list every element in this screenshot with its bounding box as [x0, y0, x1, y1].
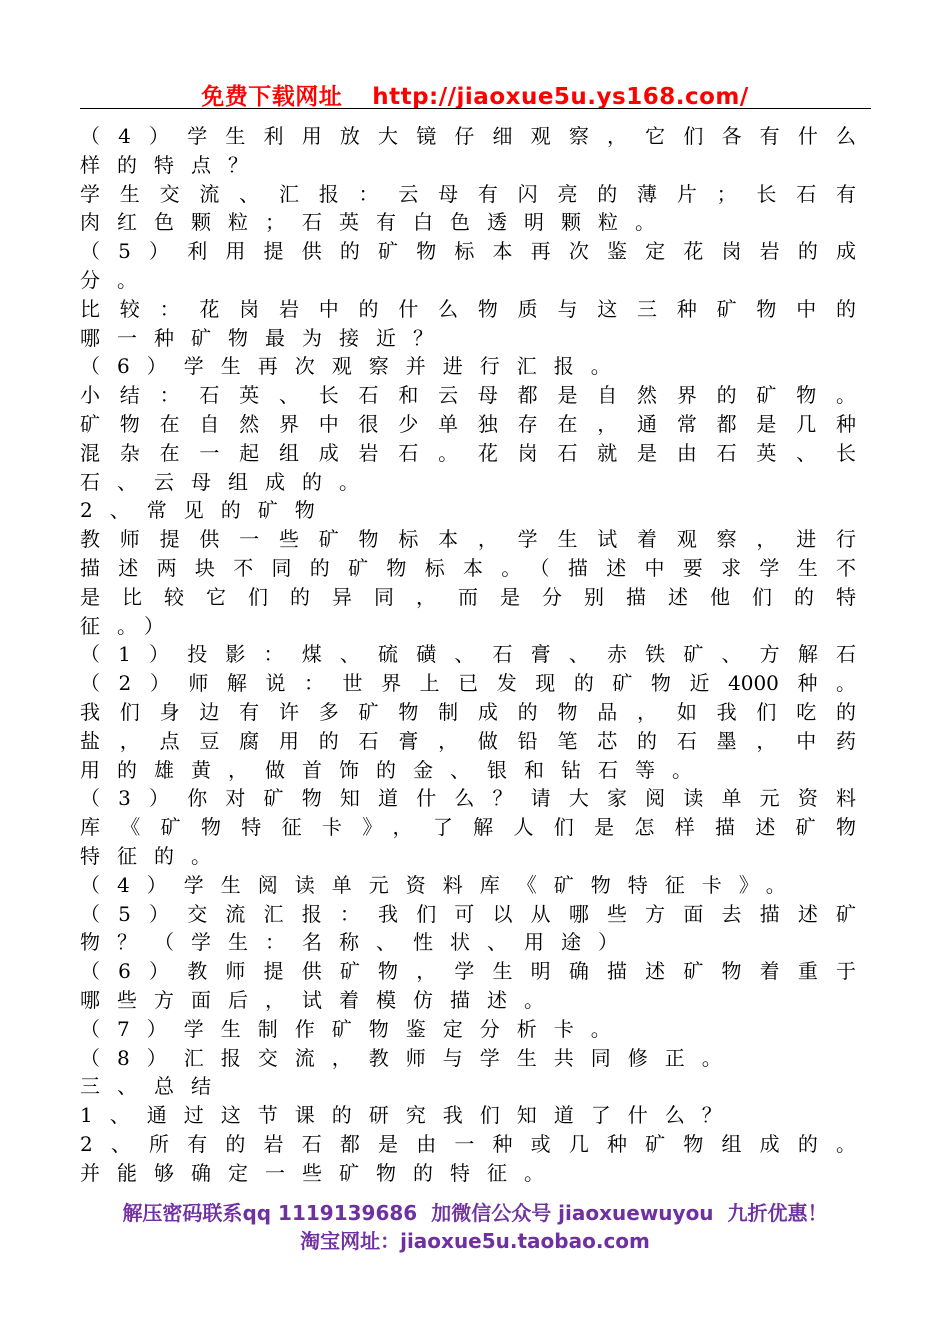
text-line: 用的雄黄，做首饰的金、银和钻石等。 — [80, 757, 709, 782]
text-line: 2、所有的岩石都是由一种或几种矿物组成的。 — [80, 1131, 856, 1156]
text-line: （7）学生制作矿物鉴定分析卡。 — [80, 1016, 628, 1041]
text-line: （5）交流汇报：我们可以从哪些方面去描述矿 — [80, 901, 856, 926]
text-line: （8）汇报交流，教师与学生共同修正。 — [80, 1045, 739, 1070]
header-label: 免费下载网址 — [201, 84, 343, 110]
text-line: 是比较它们的异同，而是分别描述他们的特 — [80, 584, 856, 609]
text-line: （2）师解说：世界上已发现的矿物近4000种。 — [80, 671, 856, 696]
footer-taobao-line — [0, 1225, 950, 1254]
text-line: 肉红色颗粒；石英有白色透明颗粒。 — [80, 210, 672, 235]
text-line: 分。 — [80, 267, 154, 292]
footer-taobao-link[interactable]: 淘宝网址：jiaoxue5u.taobao.com — [300, 1229, 650, 1253]
text-line: 描述两块不同的矿物标本。（描述中要求学生不 — [80, 555, 856, 580]
text-line: 哪些方面后，试着模仿描述。 — [80, 987, 561, 1012]
text-line: 我们身边有许多矿物制成的物品，如我们吃的 — [80, 699, 856, 724]
text-line: （1）投影：煤、硫磺、石膏、赤铁矿、方解石 — [80, 642, 856, 667]
footer-wechat: 加微信公众号 jiaoxuewuyou — [431, 1201, 714, 1225]
header-url-link[interactable]: http://jiaoxue5u.ys168.com/ — [372, 84, 749, 110]
text-line: （4）学生利用放大镜仔细观察，它们各有什么 — [80, 124, 856, 148]
footer-contact-line — [0, 1197, 950, 1226]
text-line: 比较：花岗岩中的什么物质与这三种矿物中的 — [80, 296, 856, 321]
text-line: （3）你对矿物知道什么？请大家阅读单元资料 — [80, 786, 856, 811]
text-line: 特征的。 — [80, 843, 228, 868]
text-line: 哪一种矿物最为接近？ — [80, 325, 450, 350]
header-divider — [80, 108, 871, 109]
text-line: 小结：石英、长石和云母都是自然界的矿物。 — [80, 383, 856, 408]
text-line: 混杂在一起组成岩石。花岗石就是由石英、长 — [80, 440, 856, 465]
document-body — [80, 122, 856, 1187]
footer-discount: 九折优惠！ — [727, 1201, 828, 1225]
text-line: 库《矿物特征卡》，了解人们是怎样描述矿物 — [80, 815, 856, 840]
text-line: （6）学生再次观察并进行汇报。 — [80, 354, 628, 379]
text-line: 三、总结 — [80, 1074, 228, 1099]
text-line: 1、通过这节课的研究我们知道了什么？ — [80, 1103, 739, 1128]
text-line: 石、云母组成的。 — [80, 469, 376, 494]
text-line: 矿物在自然界中很少单独存在，通常都是几种 — [80, 411, 856, 436]
text-line: 并能够确定一些矿物的特征。 — [80, 1160, 561, 1185]
text-line: （6）教师提供矿物，学生明确描述矿物着重于 — [80, 959, 856, 984]
text-line: 盐，点豆腐用的石膏，做铅笔芯的石墨，中药 — [80, 728, 856, 753]
text-line: 征。） — [80, 613, 181, 638]
text-line: 物？（学生：名称、性状、用途） — [80, 930, 635, 955]
text-line: 学生交流、汇报：云母有闪亮的薄片；长石有 — [80, 181, 856, 206]
text-line: （5）利用提供的矿物标本再次鉴定花岗岩的成 — [80, 239, 856, 264]
footer-qq: qq 1119139686 — [242, 1201, 418, 1225]
footer-contact-label: 解压密码联系 — [122, 1201, 243, 1225]
text-line: 教师提供一些矿物标本，学生试着观察，进行 — [80, 527, 856, 552]
text-line: 样的特点？ — [80, 152, 265, 177]
text-line: （4）学生阅读单元资料库《矿物特征卡》。 — [80, 872, 803, 897]
download-url-header — [0, 78, 950, 111]
text-line: 2、常见的矿物 — [80, 498, 332, 523]
